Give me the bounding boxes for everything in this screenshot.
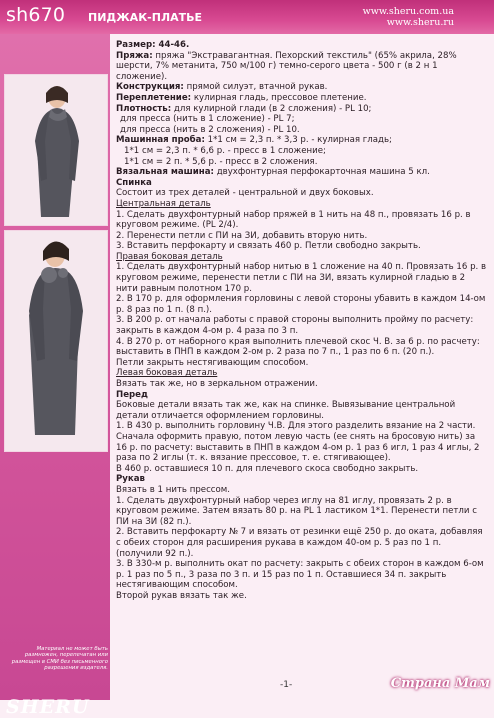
central-step-3: 3. Вставить перфокарту и связать 460 р. Петли свободно закрыть.	[116, 241, 421, 252]
section-sleeve-title: Рукав	[116, 474, 145, 485]
central-detail-title: Центральная деталь	[116, 198, 211, 209]
spec-construction-text: прямой силуэт, втачной рукав.	[183, 82, 328, 93]
pattern-title: ПИДЖАК-ПЛАТЬЕ	[88, 11, 203, 24]
spec-sample-label: Машинная проба:	[116, 135, 205, 146]
central-step-2: 2. Перенести петли с ПИ на ЗИ, добавить вторую нить.	[116, 230, 368, 241]
spec-construction	[116, 82, 488, 93]
spec-density-2: для пресса (нить в 1 сложение) - PL 7;	[120, 114, 295, 125]
spec-sample-2: 1*1 см = 2,3 п. * 6,6 р. - пресс в 1 сложение;	[124, 145, 326, 156]
front-step-1: 1. В 430 р. выполнить горловину Ч.В. Для этого разделить вязание на 2 части. Сначала оформить правую, потом левую часть (ее снять на бросовую нить) за 16 р. по расчету: выставить в ПНП в каждом 4-ом р. 1 раз 6 игл, 1 раз 4 иглы, 2 раза по 2 иглы (т. к. вязание прессовое, т. е. стягивающее).	[116, 421, 480, 464]
sleeve-intro: Вязать в 1 нить прессом.	[116, 484, 230, 495]
header-band	[0, 0, 494, 34]
sleeve-step-2: 2. Вставить перфокарту № 7 и вязать от резинки ещё 250 р. до оката, добавляя с обеих сторон для расширения рукава в каждом 40-ом р. 5 раз по 1 п. (получили 92 п.).	[116, 527, 483, 559]
model-figure-icon	[5, 75, 107, 225]
left-step-1: Вязать так же, но в зеркальном отражении.	[116, 379, 318, 389]
spec-weave	[116, 93, 488, 104]
sleeve-step-1: 1. Сделать двухфонтурный набор через иглу на 81 иглу, провязать 2 р. в круговом режиме. Затем вязать 80 р. на PL 1 ластиком 1*1. Перенести петли с ПИ на ЗИ (82 п.).	[116, 495, 477, 527]
left-column	[0, 34, 110, 718]
copyright-notice: Материал не может быть размножен, перепечатан или размещен в СМИ без письменного разрешения издателя.	[11, 646, 108, 672]
spec-density	[116, 104, 488, 115]
right-step-5: Петли закрыть нестягивающим способом.	[116, 357, 309, 368]
site-watermark: Страна Мам	[390, 676, 490, 691]
section-back-title: Спинка	[116, 177, 152, 188]
right-step-1: 1. Сделать двухфонтурный набор нитью в 1 сложение на 40 п. Провязать 16 р. в круговом режиме, перенести петли с ПИ на ЗИ, вязать кулирной гладью в 2 нити равным полотном 170 р.	[116, 262, 487, 294]
spec-yarn	[116, 51, 488, 83]
spec-machine	[116, 167, 488, 178]
sleeve-step-3: 3. В 330-м р. выполнить окат по расчету: закрыть с обеих сторон в каждом 6-ом р. 1 раз по 5 п., 3 раза по 3 п. и 15 раз по 1 п. Оставшиеся 34 п. закрыть нестягивающим способом.	[116, 559, 484, 591]
site-urls	[363, 6, 454, 28]
section-back-intro: Состоит из трех деталей - центральной и двух боковых.	[116, 188, 374, 199]
section-front-title: Перед	[116, 389, 148, 400]
front-intro: Боковые детали вязать так же, как на спинке. Вывязывание центральной детали отличается оформлением горловины.	[116, 400, 456, 421]
spec-weave-text: кулирная гладь, прессовое плетение.	[191, 92, 367, 103]
brand-logo: SHERU	[6, 696, 90, 718]
spec-density-1: для кулирной глади (в 2 сложения) - PL 10;	[171, 103, 372, 114]
spec-sample	[116, 135, 488, 146]
right-step-2: 2. В 170 р. для оформления горловины с левой стороны убавить в каждом 14-ом р. 8 раз по 1 п. (8 п.).	[116, 294, 486, 315]
spec-density-3: для пресса (нить в 2 сложения) - PL 10.	[120, 124, 300, 135]
right-detail-title: Правая боковая деталь	[116, 251, 223, 262]
front-step-2: В 460 р. оставшиеся 10 п. для плечевого скоса свободно закрыть.	[116, 463, 419, 474]
left-detail-title: Левая боковая деталь	[116, 368, 218, 379]
central-step-1: 1. Сделать двухфонтурный набор пряжей в 1 нить на 48 п., провязать 16 р. в круговом режиме. (PL 2/4).	[116, 209, 471, 231]
right-step-3: 3. В 200 р. от начала работы с правой стороны выполнить пройму по расчету: закрыть в каждом 4-ом р. 4 раза по 3 п.	[116, 315, 474, 337]
page-number: -1-	[280, 680, 293, 690]
spec-density-label: Плотность:	[116, 103, 172, 114]
model-photo-side	[4, 230, 108, 452]
spec-sample-1: 1*1 см = 2,3 п. * 3,3 р. - кулирная гладь;	[204, 135, 392, 146]
spec-machine-text: двухфонтурная перфокарточная машина 5 кл.	[213, 167, 430, 178]
site-url-ua[interactable]: www.sheru.com.ua	[362, 6, 454, 17]
spec-yarn-label: Пряжа:	[116, 50, 153, 61]
model-figure-icon	[5, 231, 107, 451]
spec-sample-3: 1*1 см = 2 п. * 5,6 р. - пресс в 2 сложения.	[124, 156, 318, 167]
sleeve-step-4: Второй рукав вязать так же.	[116, 590, 247, 601]
right-step-4: 4. В 270 р. от наборного края выполнить плечевой скос Ч. В. за 6 р. по расчету: выставить в ПНП в каждом 2-ом р. 2 раза по 7 п., 1 раз по 6 п. (20 п.).	[116, 336, 480, 358]
spec-machine-label: Вязальная машина:	[116, 167, 214, 178]
pattern-content	[116, 40, 488, 601]
spec-size: Размер: 44-46.	[116, 40, 190, 50]
spec-construction-label: Конструкция:	[116, 82, 184, 93]
spec-weave-label: Переплетение:	[116, 92, 192, 103]
pattern-code: sh670	[6, 4, 66, 26]
site-url-ru[interactable]: www.sheru.ru	[386, 17, 454, 28]
spec-yarn-text: пряжа "Экстравагантная. Пехорский текстиль" (65% акрила, 28% шерсти, 7% метанита, 750 м/100 г) темно-серого цвета - 500 г (в 2 н 1 сложение).	[116, 50, 457, 82]
model-photo-front	[4, 74, 108, 226]
